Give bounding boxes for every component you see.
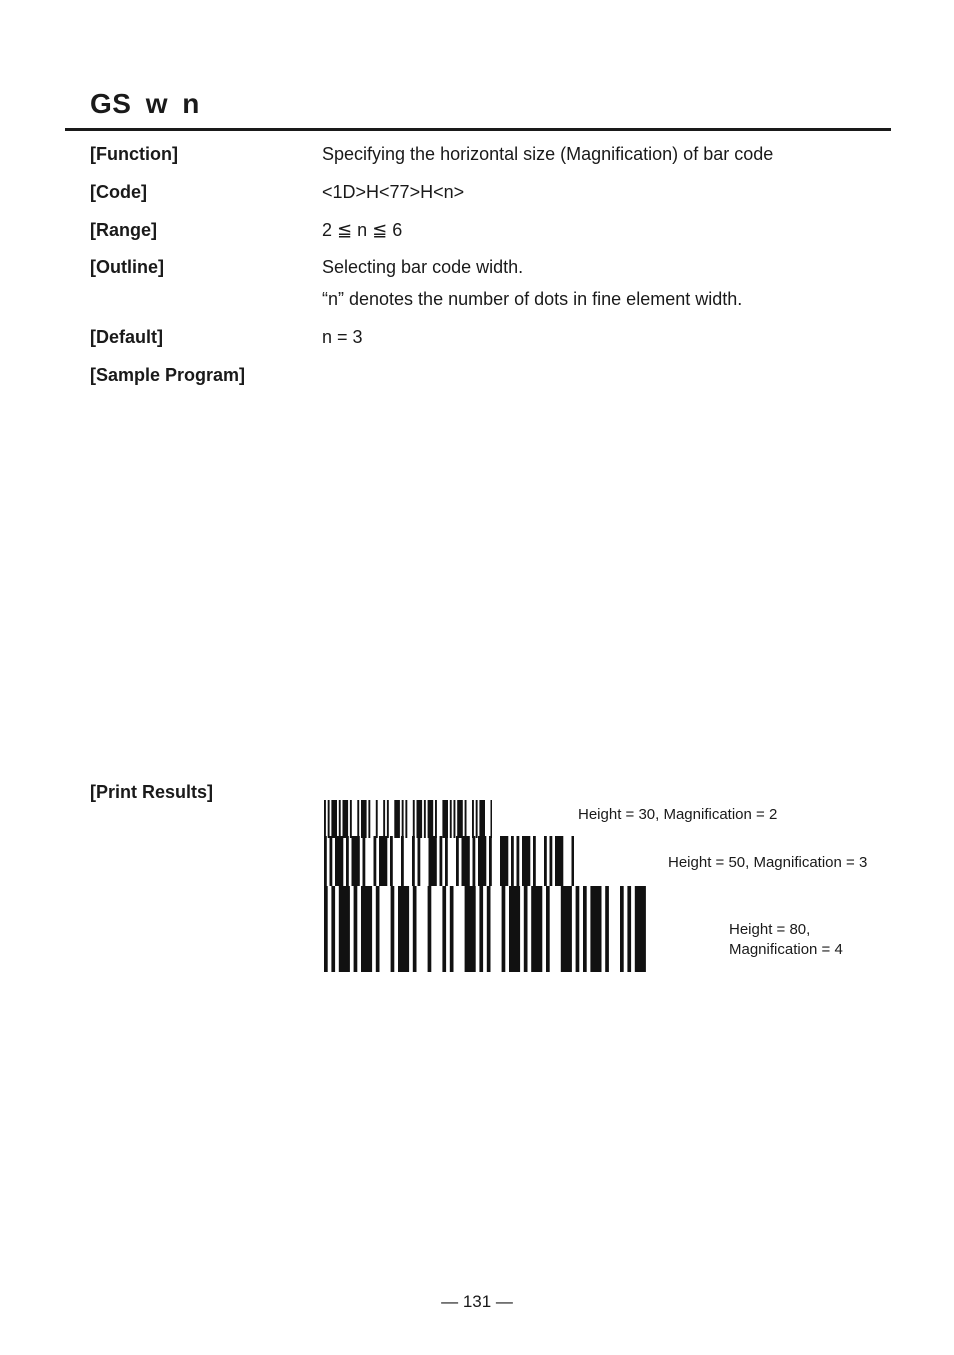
function-label: [Function] <box>90 144 178 164</box>
barcode-2-bar <box>550 836 553 886</box>
barcode-1-bar <box>472 800 474 838</box>
barcode-3-bar <box>354 886 358 972</box>
barcode-2-bar <box>379 836 387 886</box>
barcode-3-bar <box>546 886 550 972</box>
barcode-1-bar <box>465 800 467 838</box>
barcode-1-bar <box>324 800 326 838</box>
barcode-1-bar <box>357 800 359 838</box>
barcode-3-bar <box>428 886 432 972</box>
barcode-2-bar <box>363 836 366 886</box>
barcode-2-bar <box>346 836 349 886</box>
barcode-3-bar <box>442 886 446 972</box>
barcode-1-bar <box>339 800 341 838</box>
barcode-3-bar <box>413 886 417 972</box>
barcode-2-bar <box>390 836 393 886</box>
barcode-1-bar <box>417 800 423 838</box>
barcode-2-bar <box>517 836 520 886</box>
barcode-1-bar <box>476 800 478 838</box>
function-value: Specifying the horizontal size (Magnification) of bar code <box>322 144 774 164</box>
barcode-3-bar <box>324 886 328 972</box>
barcode-1-bar <box>350 800 352 838</box>
page-number: — 131 — <box>441 1292 513 1311</box>
barcode-3-bar <box>331 886 335 972</box>
barcode-3-bar <box>583 886 587 972</box>
barcode-2-bar <box>335 836 343 886</box>
outline-value-line1: Selecting bar code width. <box>322 257 524 277</box>
barcode-2-bar <box>462 836 470 886</box>
barcode-3-bar <box>465 886 476 972</box>
barcode-caption-1: Height = 30, Magnification = 2 <box>578 806 778 823</box>
title-divider <box>65 128 891 131</box>
barcode-1-bar <box>368 800 370 838</box>
barcode-1-bar <box>457 800 463 838</box>
barcode-3-bar <box>509 886 520 972</box>
barcode-1-bar <box>361 800 367 838</box>
barcode-3-bar <box>339 886 350 972</box>
barcode-2-bar <box>456 836 459 886</box>
barcode-3-bar <box>450 886 454 972</box>
barcode-caption-2: Height = 50, Magnification = 3 <box>668 854 868 871</box>
barcode-1-bar <box>383 800 385 838</box>
barcode-3-bar <box>590 886 601 972</box>
barcode-2-bar <box>412 836 415 886</box>
barcode-2-bar <box>522 836 530 886</box>
barcode-caption-3-line1: Height = 80, <box>729 921 811 938</box>
barcode-3-bar <box>391 886 395 972</box>
barcode-1-bar <box>402 800 404 838</box>
barcode-3-bar <box>561 886 572 972</box>
barcode-1-bar <box>424 800 426 838</box>
default-label: [Default] <box>90 327 163 347</box>
barcode-3-bar <box>479 886 483 972</box>
barcode-1-bar <box>435 800 437 838</box>
outline-value-line2: “n” denotes the number of dots in fine element width. <box>322 289 743 309</box>
barcode-1-bar <box>328 800 330 838</box>
barcode-1-bar <box>331 800 337 838</box>
barcode-3-bar <box>635 886 646 972</box>
barcode-3-bar <box>398 886 409 972</box>
barcode-2-bar <box>324 836 327 886</box>
barcode-1-bar <box>405 800 407 838</box>
barcode-1-bar <box>343 800 349 838</box>
barcode-1-bar <box>479 800 485 838</box>
barcode-3-bar <box>361 886 372 972</box>
barcode-2-bar <box>555 836 563 886</box>
barcode-2-bar <box>330 836 333 886</box>
barcode-1-bar <box>450 800 452 838</box>
barcode-2-bar <box>533 836 536 886</box>
barcode-2-bar <box>429 836 437 886</box>
barcode-3-bar <box>576 886 580 972</box>
default-value: n = 3 <box>322 327 363 347</box>
barcode-2-bar <box>478 836 486 886</box>
barcode-3-bar <box>487 886 491 972</box>
barcode-2-bar <box>500 836 508 886</box>
range-value: 2 ≦ n ≦ 6 <box>322 220 403 240</box>
barcode-2-bar <box>489 836 492 886</box>
print-results-label: [Print Results] <box>90 782 214 802</box>
barcode-2-bar <box>445 836 448 886</box>
barcode-2-bar <box>473 836 476 886</box>
barcode-2-bar <box>401 836 404 886</box>
barcode-1-bar <box>394 800 400 838</box>
page-title: GS w n <box>90 88 200 119</box>
barcode-3-bar <box>502 886 506 972</box>
barcode-1-bar <box>442 800 448 838</box>
barcode-3-bar <box>605 886 609 972</box>
barcode-2-bar <box>511 836 514 886</box>
barcode-sample-image <box>322 798 662 978</box>
barcode-2-bar <box>572 836 575 886</box>
barcode-1-bar <box>376 800 378 838</box>
range-label: [Range] <box>90 220 157 240</box>
outline-label: [Outline] <box>90 257 164 277</box>
barcode-1-bar <box>387 800 389 838</box>
sample-program-label: [Sample Program] <box>90 365 246 385</box>
barcode-3-bar <box>376 886 380 972</box>
barcode-3-bar <box>620 886 624 972</box>
barcode-1-bar <box>454 800 456 838</box>
barcode-caption-3-line2: Magnification = 4 <box>729 941 843 958</box>
barcode-3-bar <box>531 886 542 972</box>
code-value: <1D>H<77>H<n> <box>322 182 465 202</box>
code-label: [Code] <box>90 182 147 202</box>
barcode-3-bar <box>524 886 528 972</box>
barcode-2-bar <box>418 836 421 886</box>
barcode-2-bar <box>352 836 360 886</box>
barcode-2-bar <box>374 836 377 886</box>
barcode-2-bar <box>440 836 443 886</box>
barcode-1-bar <box>413 800 415 838</box>
barcode-1-bar <box>428 800 434 838</box>
barcode-2-bar <box>544 836 547 886</box>
print-results-area <box>322 798 902 978</box>
barcode-3-bar <box>627 886 631 972</box>
barcode-1-bar <box>491 800 493 838</box>
